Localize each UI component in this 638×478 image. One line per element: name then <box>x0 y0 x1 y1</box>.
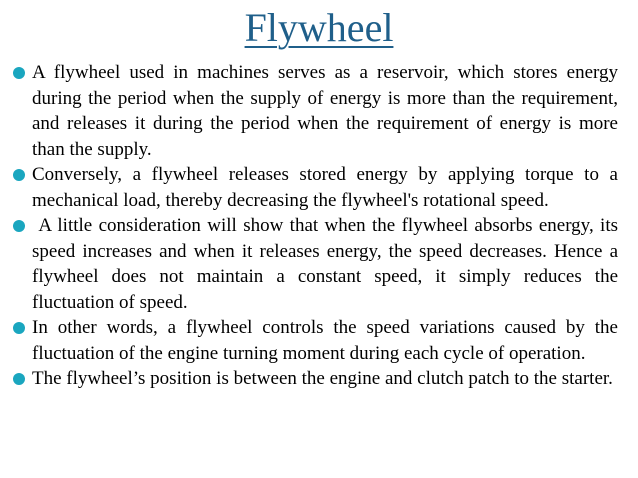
bullet-dot-icon <box>13 322 25 334</box>
bullet-text: In other words, a flywheel controls the speed variations caused by the fluctuation of the engine turning moment during each cycle of operation. <box>32 317 618 364</box>
bullet-dot-icon <box>13 220 25 232</box>
bullet-item <box>12 366 618 392</box>
bullet-list <box>12 60 623 392</box>
bullet-text: Conversely, a flywheel releases stored energy by applying torque to a mechanical load, thereby decreasing the flywheel's rotational speed. <box>32 164 618 211</box>
bullet-dot-icon <box>13 169 25 181</box>
bullet-text: A flywheel used in machines serves as a reservoir, which stores energy during the period when the supply of energy is more than the requirement, and releases it during the period when the requirement of energy is more than the supply. <box>32 62 618 160</box>
bullet-item <box>12 162 618 213</box>
bullet-item <box>12 213 623 315</box>
bullet-text: A little consideration will show that when the flywheel absorbs energy, its speed increases and when it releases energy, the speed decreases. Hence a flywheel does not maintain a constant speed, it simply reduces the fluctuation of speed. <box>32 215 623 313</box>
bullet-text: The flywheel’s position is between the engine and clutch patch to the starter. <box>32 368 613 389</box>
bullet-item <box>12 60 618 162</box>
bullet-dot-icon <box>13 67 25 79</box>
bullet-item <box>12 315 618 366</box>
bullet-dot-icon <box>13 373 25 385</box>
slide-title: Flywheel <box>244 5 394 50</box>
